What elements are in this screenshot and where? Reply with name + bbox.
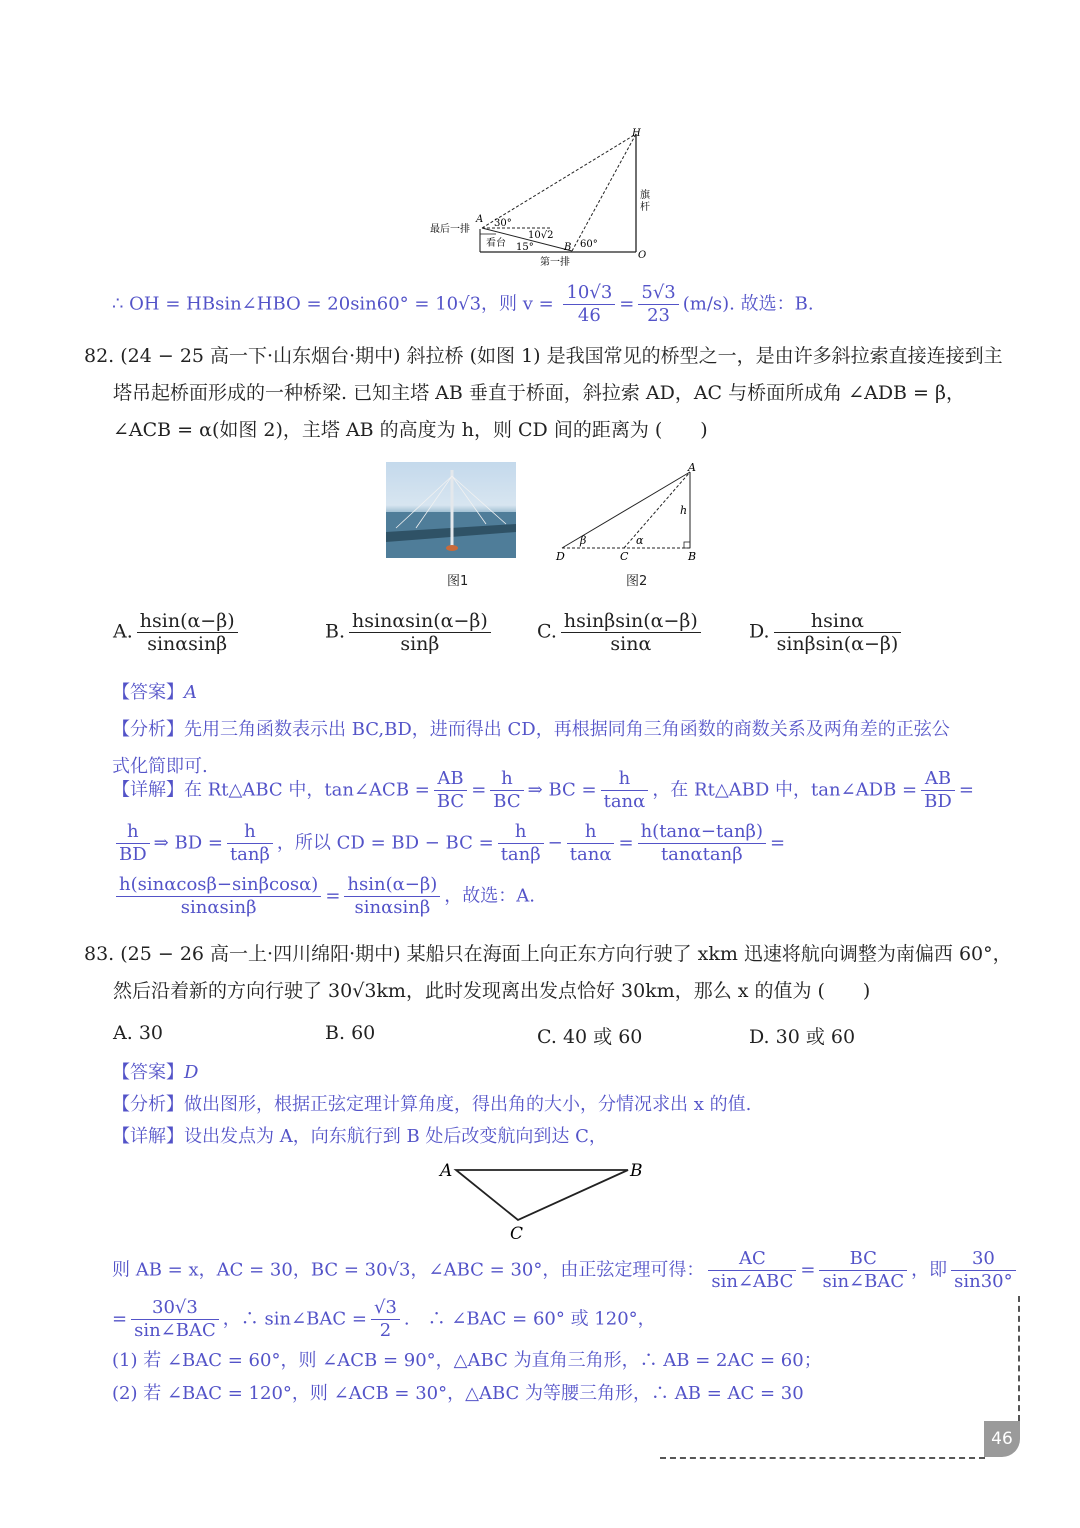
q83-solution — [112, 1057, 1012, 1153]
q82-answer: 【答案】A — [112, 682, 197, 703]
q82-option-d: D. $\frac{hsin\alpha}{\sin\beta\sin(\alpha-\beta)}$ — [749, 610, 905, 655]
q83-answer: 【答案】D — [112, 1062, 199, 1083]
fig2-caption: 图2 — [626, 574, 648, 589]
q82-analysis: 【分析】先用三角函数表示出 BC,BD，进而得出 CD，再根据同角三角函数的商数关系及两角差的正弦公 — [112, 719, 950, 740]
q83-option-b: B. 60 — [325, 1022, 376, 1044]
q82-analysis-cont: 式化简即可. — [112, 756, 208, 777]
length-label: 10√2 — [528, 230, 554, 241]
q82-line1: 82. (24 − 25 高一下·山东烟台·期中) 斜拉桥 (如图 1) 是我国常见的桥型之一，是由许多斜拉索直接连接到主 — [84, 345, 1003, 367]
q83-stem — [84, 936, 1014, 1010]
fig2-A: A — [688, 461, 696, 474]
page-border-right — [1018, 1296, 1020, 1421]
label-H: H — [632, 128, 641, 139]
label-B: B — [564, 242, 572, 253]
q83-detail: 【详解】设出发点为 A，向东航行到 B 处后改变航向到达 C， — [112, 1126, 607, 1147]
q82-option-a: A. $\frac{hsin(\alpha-\beta)}{\sin\alpha\sin\beta}$ — [113, 610, 242, 655]
q83-line1: 83. (25 − 26 高一上·四川绵阳·期中) 某船只在海面上向正东方向行驶了 xkm 迅速将航向调整为南偏西 60°， — [84, 943, 1012, 965]
q83-case1: (1) 若 ∠BAC = 60°，则 ∠ACB = 90°，△ABC 为直角三角形，∴ AB = 2AC = 60； — [112, 1350, 822, 1371]
fig2-alpha: α — [636, 534, 644, 547]
q82-stem — [84, 338, 1014, 449]
tri-A: A — [440, 1161, 453, 1181]
q82-option-b: B. $\frac{hsin\alpha\sin(\alpha-\beta)}{\sin\beta}$ — [325, 610, 495, 655]
q83-option-d: D. 30 或 60 — [749, 1026, 856, 1048]
first-row-label: 第一排 — [540, 257, 570, 268]
tri-C: C — [510, 1224, 524, 1244]
fig2-C: C — [620, 550, 629, 563]
page-number: 46 — [984, 1421, 1020, 1457]
angle-15: 15° — [516, 242, 534, 253]
angle-60: 60° — [580, 239, 598, 250]
tri-B: B — [630, 1161, 643, 1181]
fig2-D: D — [556, 550, 565, 563]
label-O: O — [638, 250, 647, 261]
flagpole-label-2: 杆 — [640, 202, 650, 213]
q83-working: 则 AB = x，AC = 30，BC = 30√3，∠ABC = 30°，由正弦定理可得： AC sin∠ABC = BC sin∠BAC ，即 $\frac{30}{\sin 30^\circ}$ = 30√3 sin∠BAC ，∴ sin∠BAC = $\frac{√3}{2}$ . ∴ ∠BAC = 60° 或 120°， (1) 若 ∠BAC = 60°，则 ∠ACB = 90°，△ABC 为直角三角形，∴ AB = 2AC = 60； (2) 若 ∠BAC = 120°，则 ∠ACB = 30°，△ABC 为等腰三角形，∴ AB = AC = 30 — [112, 1248, 1012, 1410]
q82-detail: 【详解】在 Rt△ABC 中，tan∠ACB = $\frac{AB}{BC}$ = $\frac{h}{BC}$ ⇒ BC = $\frac{h}{\tan\alpha}$ ，在 Rt△ABD 中，tan∠ADB = $\frac{AB}{BD}$ = $\frac{h}{BD}$ ⇒ BD = $\frac{h}{\tan\beta}$ ，所以 CD = BD − BC = $\frac{h}{\tan\beta}$ − $\frac{h}{\tan\alpha}$ = $\frac{h(\tan\alpha-\tan\beta)}{\tan\alpha\tan\beta}$ = $\frac{h(\sin\alpha\cos\beta-\sin\beta\cos\alpha)}{\sin\alpha\sin\beta}$ = $\frac{hsin(\alpha-\beta)}{\sin\alpha\sin\beta}$ ，故选：A. — [112, 768, 974, 918]
label-A: A — [476, 214, 484, 225]
figure-81 — [420, 124, 660, 274]
flagpole-label-1: 旗 — [640, 190, 650, 201]
fig2-h: h — [680, 504, 688, 517]
bridge-photo — [386, 462, 516, 558]
fig1-caption: 图1 — [447, 574, 469, 589]
angle-30: 30° — [494, 218, 512, 229]
q82-option-c: C. $\frac{hsin\beta\sin(\alpha-\beta)}{\sin\alpha}$ — [537, 610, 705, 655]
last-row-label: 最后一排 — [430, 224, 470, 235]
q81-conclusion: ∴ OH = HBsin∠HBO = 20sin60° = 10√3，则 v = $\frac{10√3}{46}$ = $\frac{5√3}{23}$ (m/s). 故选：B. — [112, 282, 814, 326]
q82-line2: 塔吊起桥面形成的一种桥梁. 已知主塔 AB 垂直于桥面，斜拉索 AD，AC 与桥面所成角 ∠ADB = β， — [113, 382, 965, 404]
q83-analysis: 【分析】做出图形，根据正弦定理计算角度，得出角的大小，分情况求出 x 的值. — [112, 1094, 752, 1115]
fig2-B: B — [688, 550, 697, 563]
stand-label: 看台 — [486, 238, 506, 249]
page-border-bottom — [660, 1457, 985, 1459]
fig2-beta: β — [580, 534, 587, 547]
figure-83 — [434, 1156, 654, 1244]
q83-line2: 然后沿着新的方向行驶了 30√3km，此时发现离出发点恰好 30km，那么 x 的值为 ( ) — [113, 980, 871, 1002]
q82-line3: ∠ACB = α(如图 2)，主塔 AB 的高度为 h，则 CD 间的距离为 ( ) — [113, 419, 708, 441]
q83-option-c: C. 40 或 60 — [537, 1026, 643, 1048]
figure-82-2 — [550, 460, 710, 566]
q83-option-a: A. 30 — [113, 1022, 163, 1044]
q83-case2: (2) 若 ∠BAC = 120°，则 ∠ACB = 30°，△ABC 为等腰三角形，∴ AB = AC = 30 — [112, 1383, 804, 1404]
